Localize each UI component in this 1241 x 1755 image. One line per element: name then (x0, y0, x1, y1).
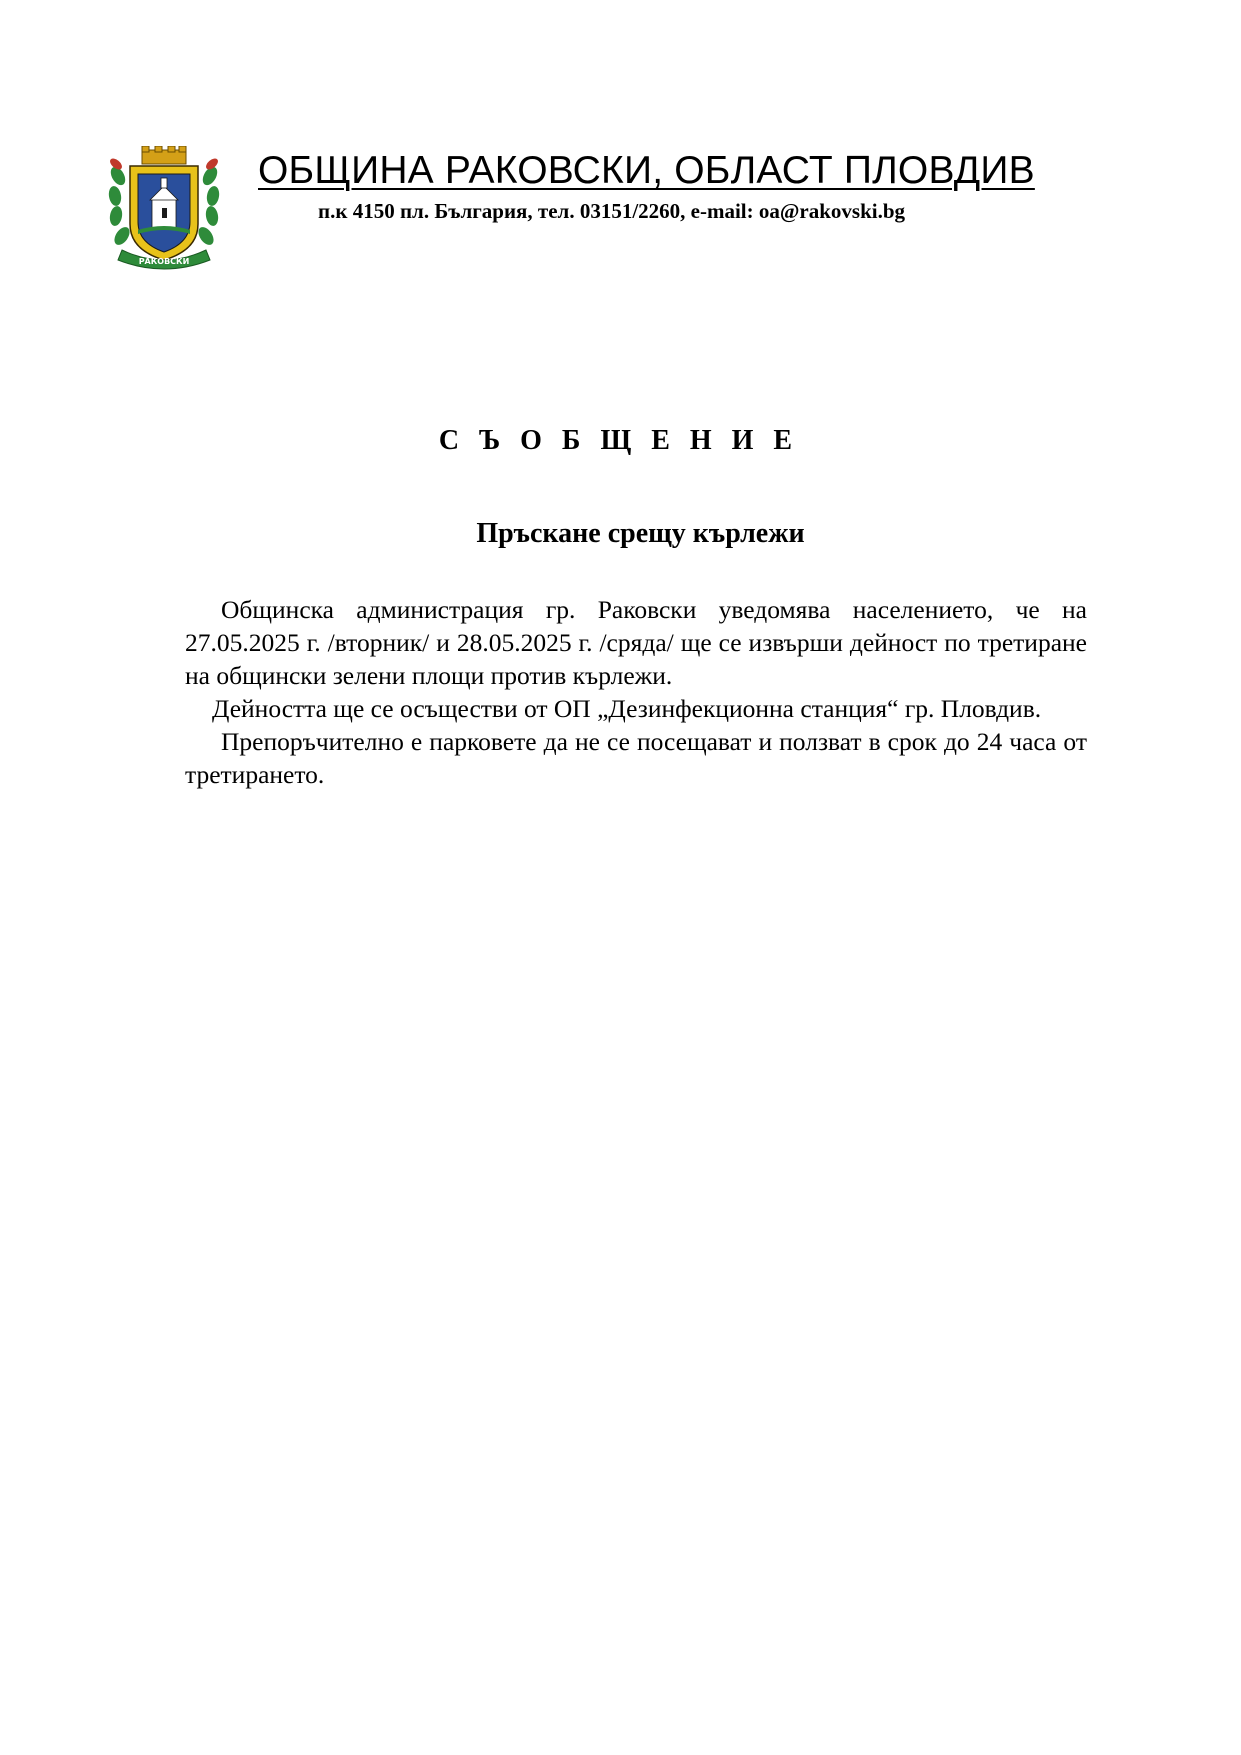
notice-heading: СЪОБЩЕНИЕ (438, 425, 813, 456)
notice-paragraph: Препоръчително е парковете да не се посещават и ползват в срок до 24 часа от третирането. (185, 727, 1087, 789)
notice-body (185, 593, 1087, 791)
notice-paragraph: Дейността ще се осъществи от ОП „Дезинфекционна станция“ гр. Пловдив. (212, 694, 1042, 723)
notice-subject: Пръскане срещу кърлежи (476, 518, 805, 549)
municipality-crest-logo (108, 146, 220, 272)
crest-ribbon-text: РАКОВСКИ (138, 257, 190, 266)
municipality-title: ОБЩИНА РАКОВСКИ, ОБЛАСТ ПЛОВДИВ (258, 149, 1035, 192)
municipality-contacts: п.к 4150 пл. България, тел. 03151/2260, e-mail: oa@rakovski.bg (318, 199, 906, 223)
notice-paragraph: Общинска администрация гр. Раковски уведомява населението, че на 27.05.2025 г. /вторник/ и 28.05.2025 г. /сряда/ ще се извърши дейност по третиране на общински зелени площи против кърлежи. (185, 595, 1087, 690)
